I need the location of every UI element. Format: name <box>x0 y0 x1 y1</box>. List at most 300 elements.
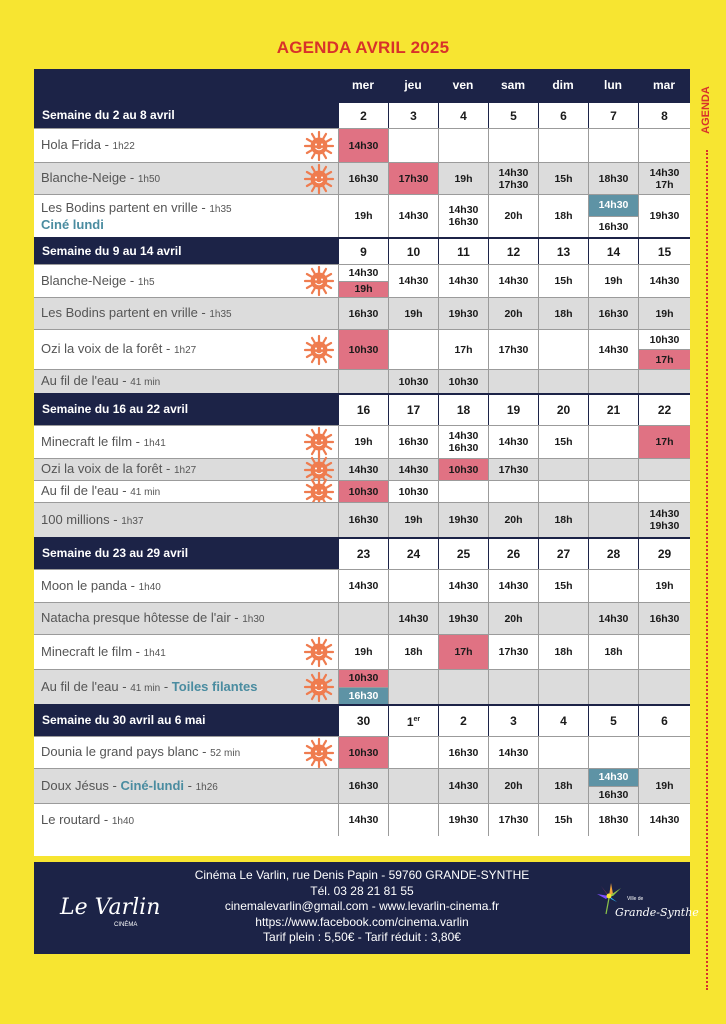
week-date: 4 <box>538 706 588 736</box>
movie-title-line: Au fil de l'eau - 41 min <box>41 373 161 388</box>
week-date: 3 <box>388 103 438 128</box>
showtime: 19h30 <box>448 514 479 526</box>
showtime-cell <box>338 635 388 669</box>
showtime-cell <box>538 426 588 458</box>
showtime-cell <box>638 459 690 480</box>
showtime-cell <box>388 570 438 602</box>
showtime-cell <box>438 459 488 480</box>
showtime: 18h30 <box>598 172 629 185</box>
movie-title: Au fil de l'eau <box>41 483 119 498</box>
day-header-sam: sam <box>500 78 526 92</box>
movie-row <box>34 569 690 602</box>
showtime: 14h30 <box>398 463 429 476</box>
showtime: 16h30 <box>598 788 629 801</box>
showtime-cell <box>488 603 538 634</box>
movie-duration: 1h27 <box>173 345 197 356</box>
showtime: 14h30 <box>498 436 529 448</box>
sun-icon <box>304 637 334 667</box>
logo-grande-text: Grande-Synthe <box>615 906 699 919</box>
showtime: 14h30 <box>598 612 629 625</box>
movie-duration: 1h35 <box>209 309 232 320</box>
day-header-mer: mer <box>351 78 374 92</box>
showtime-cell <box>638 670 690 704</box>
movie-duration: 41 min <box>130 682 161 694</box>
movie-title-line: Moon le panda - 1h40 <box>41 577 161 593</box>
movie-title-cell <box>41 804 134 836</box>
movie-row <box>34 128 690 162</box>
week-header-row <box>34 537 690 569</box>
movie-title-line: Minecraft le film - 1h41 <box>41 433 166 449</box>
le-varlin-logo <box>56 884 161 930</box>
showtime-cell <box>338 265 388 297</box>
showtime-cell <box>538 603 588 634</box>
showtime: 16h30 <box>348 780 379 792</box>
showtime: 14h30 <box>448 780 479 792</box>
movie-row <box>34 634 690 669</box>
movie-title: Les Bodins partent en vrille <box>41 200 198 215</box>
showtime: 16h30 <box>598 307 629 320</box>
week-date: 25 <box>438 539 488 569</box>
week-date: 12 <box>488 239 538 264</box>
showtime-cell <box>438 330 488 369</box>
showtime-cell <box>388 503 438 537</box>
showtime: 10h30 <box>398 375 429 388</box>
week-date: 29 <box>638 539 690 569</box>
showtime-cell <box>638 804 690 836</box>
showtime: 19h <box>655 780 674 792</box>
schedule-table <box>34 69 690 856</box>
showtime: 14h30 <box>448 430 479 442</box>
showtime-cell <box>638 603 690 634</box>
showtime-cell <box>488 481 538 502</box>
showtime: 16h30 <box>348 514 379 526</box>
week-date: 5 <box>488 103 538 128</box>
showtime: 14h30 <box>498 166 529 179</box>
showtime: 17h <box>655 178 674 191</box>
showtime-cell <box>338 570 388 602</box>
showtime-cell <box>588 459 638 480</box>
week-date: 9 <box>338 239 388 264</box>
showtime: 19h <box>404 307 423 320</box>
showtime-cell <box>388 163 438 194</box>
sun-icon <box>304 672 334 702</box>
movie-row <box>34 194 690 237</box>
side-label-text: AGENDA <box>700 86 712 134</box>
showtime-cell <box>538 769 588 803</box>
showtime-cell <box>638 503 690 537</box>
showtime-cell <box>488 163 538 194</box>
showtime-cell <box>488 503 538 537</box>
sun-icon <box>304 738 334 768</box>
movie-title-cell <box>41 635 166 669</box>
movie-row <box>34 736 690 768</box>
showtime-cell <box>638 426 690 458</box>
showtime: 14h30 <box>498 580 529 592</box>
showtime: 19h <box>655 580 674 592</box>
showtime-cell <box>538 370 588 393</box>
showtime-cell <box>588 570 638 602</box>
logo-varlin-sub: CINÉMA <box>114 922 138 928</box>
showtime-cell <box>438 370 488 393</box>
week-date: 10 <box>388 239 438 264</box>
footer-facebook: https://www.facebook.com/cinema.varlin <box>255 914 469 929</box>
showtime: 15h <box>554 436 573 448</box>
showtime: 10h30 <box>448 375 479 388</box>
showtime-cell <box>438 298 488 329</box>
showtime: 19h30 <box>649 210 680 222</box>
movie-title-cell <box>41 265 155 297</box>
showtime-cell <box>388 635 438 669</box>
showtime-cell <box>388 459 438 480</box>
movie-row <box>34 480 690 502</box>
showtime: 14h30 <box>649 508 680 520</box>
grande-synthe-logo <box>589 878 699 934</box>
showtime-cell <box>638 635 690 669</box>
showtime-cell <box>488 330 538 369</box>
movie-tag: Ciné-lundi <box>120 777 185 793</box>
showtime-cell <box>338 670 388 704</box>
movie-title-line: Les Bodins partent en vrille - 1h35 <box>41 200 232 215</box>
movie-row <box>34 803 690 836</box>
movie-title: Au fil de l'eau <box>41 678 119 694</box>
movie-title-line: Blanche-Neige - 1h50 <box>41 170 161 185</box>
week-label: Semaine du 23 au 29 avril <box>42 546 189 560</box>
movie-title-line: Le routard - 1h40 <box>41 811 135 827</box>
showtime-cell <box>488 195 538 237</box>
showtime: 14h30 <box>448 580 479 592</box>
showtime: 18h <box>554 514 573 526</box>
movie-title: Les Bodins partent en vrille <box>41 305 198 320</box>
showtime-cell <box>388 804 438 836</box>
showtime: 16h30 <box>348 172 379 185</box>
showtime-cell <box>538 635 588 669</box>
showtime: 15h <box>554 814 573 826</box>
movie-title: Ozi la voix de la forêt <box>41 341 163 356</box>
showtime-cell <box>538 265 588 297</box>
movie-title-line: Hola Frida - 1h22 <box>41 137 135 152</box>
week-header-row <box>34 237 690 264</box>
showtime: 14h30 <box>348 463 379 476</box>
showtime-cell <box>588 737 638 768</box>
showtime-cell <box>638 370 690 393</box>
movie-duration: 1h41 <box>143 647 166 659</box>
showtime-pink: 17h <box>639 350 690 369</box>
showtime-cell <box>588 804 638 836</box>
week-date: 28 <box>588 539 638 569</box>
showtime: 17h30 <box>498 646 529 658</box>
movie-title: Moon le panda <box>41 577 128 593</box>
week-date: 21 <box>588 395 638 425</box>
showtime-cell <box>438 481 488 502</box>
showtime-cell <box>388 481 438 502</box>
showtime-cell <box>638 737 690 768</box>
showtime-cell <box>538 503 588 537</box>
week-date: 6 <box>538 103 588 128</box>
showtime: 18h <box>554 646 573 658</box>
week-date: 22 <box>638 395 690 425</box>
showtime-cell <box>388 603 438 634</box>
showtime: 20h <box>504 210 523 222</box>
day-header-dim: dim <box>552 78 574 92</box>
showtime-cell <box>538 195 588 237</box>
week-date: 16 <box>338 395 388 425</box>
movie-title: Dounia le grand pays blanc <box>41 744 199 759</box>
movie-title-line: Blanche-Neige - 1h5 <box>41 272 155 288</box>
showtime-cell <box>438 769 488 803</box>
showtime-cell <box>338 330 388 369</box>
week-header-row <box>34 101 690 128</box>
week-date: 2 <box>338 103 388 128</box>
showtime-cell <box>388 298 438 329</box>
showtime-cell <box>438 670 488 704</box>
showtime-pink: 10h30 <box>439 459 488 480</box>
showtime: 17h30 <box>498 463 529 476</box>
side-label <box>698 82 712 142</box>
showtime-pink: 14h30 <box>339 129 388 162</box>
showtime: 16h30 <box>649 612 680 625</box>
showtime: 14h30 <box>498 746 529 759</box>
showtime: 19h <box>404 514 423 526</box>
showtime-cell <box>338 129 388 162</box>
showtime-cell <box>638 298 690 329</box>
movie-row <box>34 458 690 480</box>
footer-email-web: cinemalevarlin@gmail.com - www.levarlin-cinema.fr <box>224 899 500 913</box>
movie-title: Minecraft le film <box>41 643 133 659</box>
movie-row <box>34 602 690 634</box>
day-header-mar: mar <box>652 78 675 92</box>
movie-title-line: Ozi la voix de la forêt - 1h27 <box>41 461 197 476</box>
movie-title-line: Les Bodins partent en vrille - 1h35 <box>41 305 232 320</box>
showtime-cell <box>388 670 438 704</box>
week-date: 14 <box>588 239 638 264</box>
date-1er: 1er <box>406 715 421 729</box>
movie-title-cell <box>41 737 240 768</box>
week-date: 13 <box>538 239 588 264</box>
showtime-cell <box>438 195 488 237</box>
movie-duration: 1h26 <box>195 781 218 793</box>
movie-title-line: Minecraft le film - 1h41 <box>41 643 166 659</box>
showtime-cell <box>488 670 538 704</box>
movie-row <box>34 369 690 393</box>
showtime-blue: 14h30 <box>589 195 638 217</box>
showtime-cell <box>588 298 638 329</box>
showtime-cell <box>388 737 438 768</box>
showtime-cell <box>538 163 588 194</box>
day-header-lun: lun <box>604 78 622 92</box>
showtime: 19h30 <box>448 612 479 625</box>
movie-title: Blanche-Neige <box>41 272 127 288</box>
showtime-cell <box>538 298 588 329</box>
showtime-cell <box>438 635 488 669</box>
showtime: 16h30 <box>348 307 379 320</box>
movie-row <box>34 768 690 803</box>
movie-title-cell <box>41 503 143 537</box>
showtime: 16h30 <box>598 220 629 233</box>
movie-title-line: Au fil de l'eau - 41 min - Toiles filantes <box>41 678 258 694</box>
showtime-cell <box>438 163 488 194</box>
showtime-cell <box>338 298 388 329</box>
showtime: 14h30 <box>498 275 529 287</box>
sun-icon <box>304 427 334 457</box>
showtime-cell <box>338 603 388 634</box>
showtime: 20h <box>504 514 523 526</box>
footer-phone: Tél. 03 28 21 81 55 <box>310 883 414 898</box>
movie-row <box>34 502 690 537</box>
movie-title: Hola Frida <box>41 137 101 152</box>
movie-title-line: Dounia le grand pays blanc - 52 min <box>41 744 241 759</box>
week-date: 17 <box>388 395 438 425</box>
showtime-cell <box>538 570 588 602</box>
showtime-cell <box>488 265 538 297</box>
showtime-cell <box>488 459 538 480</box>
showtime-cell <box>638 769 690 803</box>
showtime-cell <box>638 481 690 502</box>
showtime-cell <box>388 195 438 237</box>
showtime: 17h30 <box>498 814 529 826</box>
showtime: 14h30 <box>649 814 680 826</box>
week-date: 26 <box>488 539 538 569</box>
week-date <box>388 706 438 736</box>
showtime-cell <box>488 370 538 393</box>
showtime: 17h30 <box>498 343 529 356</box>
footer-address: Cinéma Le Varlin, rue Denis Papin - 59760 GRANDE-SYNTHE <box>194 868 530 882</box>
showtime-cell <box>388 769 438 803</box>
showtime: 17h <box>454 343 473 356</box>
week-header-row <box>34 393 690 425</box>
showtime-cell <box>588 635 638 669</box>
showtime: 14h30 <box>448 204 479 216</box>
showtime: 19h <box>454 172 473 185</box>
showtime-cell <box>538 129 588 162</box>
week-date: 2 <box>438 706 488 736</box>
movie-title-cell <box>41 670 258 704</box>
showtime-cell <box>588 426 638 458</box>
week-date: 3 <box>488 706 538 736</box>
movie-duration: 1h40 <box>138 581 161 593</box>
movie-title-cell <box>41 481 160 502</box>
sun-icon <box>304 266 334 296</box>
sun-icon <box>304 164 334 194</box>
showtime-cell <box>538 737 588 768</box>
movie-title: Ozi la voix de la forêt <box>41 461 163 476</box>
week-label: Semaine du 16 au 22 avril <box>42 402 189 416</box>
showtime-cell <box>388 426 438 458</box>
showtime: 10h30 <box>639 330 690 350</box>
showtime: 18h30 <box>598 814 629 826</box>
showtime-cell <box>388 265 438 297</box>
movie-duration: 1h50 <box>137 174 161 185</box>
week-date: 27 <box>538 539 588 569</box>
showtime-cell <box>588 481 638 502</box>
movie-title-cell <box>41 195 232 237</box>
showtime-cell <box>538 804 588 836</box>
showtime-cell <box>338 370 388 393</box>
showtime-pink: 17h <box>639 426 690 458</box>
showtime-cell <box>538 481 588 502</box>
showtime-blue: 16h30 <box>339 688 388 705</box>
showtime-cell <box>488 737 538 768</box>
footer-prices: Tarif plein : 5,50€ - Tarif réduit : 3,80€ <box>263 930 461 944</box>
showtime: 19h <box>354 436 373 448</box>
movie-tag: Ciné lundi <box>41 217 104 232</box>
week-date: 24 <box>388 539 438 569</box>
showtime: 19h30 <box>448 814 479 826</box>
showtime: 14h30 <box>348 580 379 592</box>
showtime-cell <box>338 426 388 458</box>
week-date: 8 <box>638 103 690 128</box>
showtime: 10h30 <box>398 485 429 498</box>
movie-title-line: Au fil de l'eau - 41 min <box>41 483 161 498</box>
movie-row <box>34 297 690 329</box>
movie-duration: 41 min <box>130 377 161 388</box>
showtime: 14h30 <box>398 210 429 222</box>
movie-title-cell <box>41 330 196 369</box>
movie-duration: 1h35 <box>209 204 232 215</box>
showtime: 19h <box>354 646 373 658</box>
week-date: 19 <box>488 395 538 425</box>
movie-title-cell <box>41 603 264 634</box>
showtime-cell <box>338 503 388 537</box>
showtime-cell <box>588 670 638 704</box>
week-label: Semaine du 2 au 8 avril <box>42 107 175 122</box>
sun-icon <box>304 335 334 365</box>
showtime: 20h <box>504 612 523 625</box>
showtime: 20h <box>504 780 523 792</box>
showtime: 14h30 <box>348 814 379 826</box>
week-date: 5 <box>588 706 638 736</box>
showtime-cell <box>338 481 388 502</box>
showtime: 14h30 <box>398 275 429 287</box>
showtime-cell <box>588 769 638 803</box>
movie-title: Le routard <box>41 811 101 827</box>
week-label: Semaine du 9 au 14 avril <box>42 243 182 258</box>
movie-row <box>34 425 690 458</box>
movie-row <box>34 264 690 297</box>
movie-tag: Toiles filantes <box>171 678 258 694</box>
movie-duration: 52 min <box>210 748 241 759</box>
showtime: 16h30 <box>448 442 479 454</box>
movie-duration: 1h41 <box>143 437 166 449</box>
movie-duration: 41 min <box>130 487 161 498</box>
showtime-cell <box>588 503 638 537</box>
showtime-pink: 10h30 <box>339 481 388 502</box>
movie-title-cell <box>41 570 161 602</box>
showtime: 19h <box>604 275 623 287</box>
day-header-ven: ven <box>452 78 474 92</box>
movie-title-cell <box>41 129 135 162</box>
showtime-pink: 17h <box>439 635 488 669</box>
showtime-cell <box>538 459 588 480</box>
movie-duration: 1h30 <box>242 614 265 625</box>
showtime: 14h30 <box>448 275 479 287</box>
movie-title-line: 100 millions - 1h37 <box>41 511 144 527</box>
showtime: 18h <box>554 307 573 320</box>
showtime-pink: 17h30 <box>389 163 438 194</box>
showtime-cell <box>588 330 638 369</box>
showtime: 19h30 <box>448 307 479 320</box>
showtime-cell <box>438 129 488 162</box>
showtime: 18h <box>554 210 573 222</box>
movie-title-cell <box>41 426 166 458</box>
showtime-cell <box>488 570 538 602</box>
showtime-cell <box>388 370 438 393</box>
logo-grande-small: Ville de <box>627 896 644 902</box>
showtime-cell <box>588 163 638 194</box>
movie-title: Au fil de l'eau <box>41 373 119 388</box>
movie-title: Natacha presque hôtesse de l'air <box>41 610 231 625</box>
showtime-cell <box>538 670 588 704</box>
showtime-cell <box>488 635 538 669</box>
